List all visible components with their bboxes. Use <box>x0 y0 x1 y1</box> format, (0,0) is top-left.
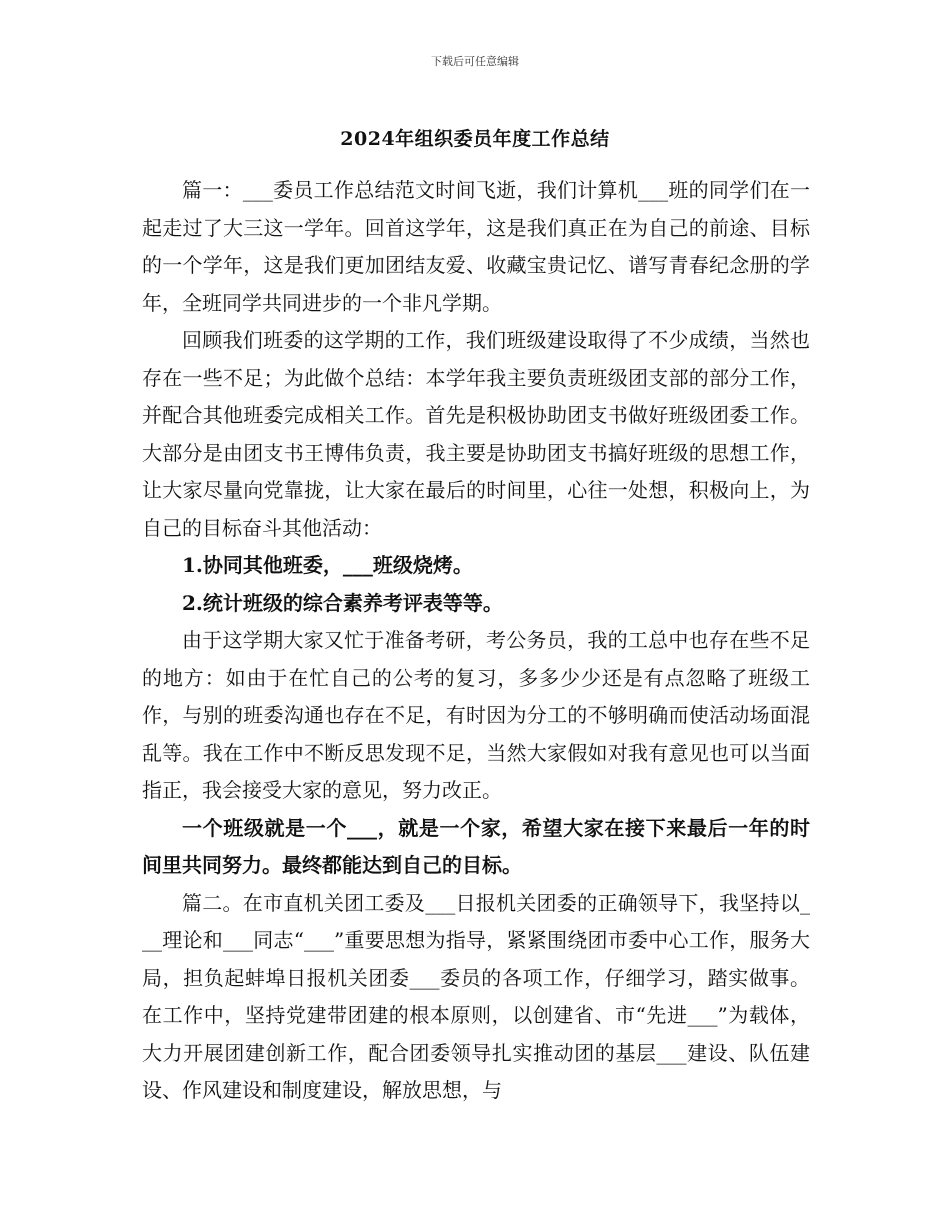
paragraph-emphasis: 一个班级就是一个___，就是一个家，希望大家在接下来最后一年的时间里共同努力。最终都能达到自己的目标。 <box>142 815 810 877</box>
list-item: 2.统计班级的综合素养考评表等等。 <box>182 590 503 615</box>
paragraph: 篇二。在市直机关团工委及___日报机关团委的正确领导下，我坚持以___理论和___同志“___”重要思想为指导，紧紧围绕团市委中心工作，服务大局，担负起蚌埠日报机关团委___委员的各项工作，仔细学习，踏实做事。在工作中，坚持党建带团建的根本原则，以创建省、市“先进___”为载体，大力开展团建创新工作，配合团委领导扎实推动团的基层___建设、队伍建设、作风建设和制度建设，解放思想，与 <box>142 890 810 1102</box>
paragraph: 由于这学期大家又忙于准备考研，考公务员，我的工总中也存在些不足的地方：如由于在忙自己的公考的复习，多多少少还是有点忽略了班级工作，与别的班委沟通也存在不足，有时因为分工的不够明确而使活动场面混乱等。我在工作中不断反思发现不足，当然大家假如对我有意见也可以当面指正，我会接受大家的意见，努力改正。 <box>142 628 810 802</box>
document-title: 2024年组织委员年度工作总结 <box>340 128 610 150</box>
document-body <box>142 172 810 1110</box>
list-item: 1.协同其他班委，___班级烧烤。 <box>182 553 473 577</box>
page-header: 下载后可任意编辑 <box>431 55 519 68</box>
paragraph: 篇一：___委员工作总结范文时间飞逝，我们计算机___班的同学们在一起走过了大三这一学年。回首这学年，这是我们真正在为自己的前途、目标的一个学年，这是我们更加团结友爱、收藏宝贵记忆、谱写青春纪念册的学年，全班同学共同进步的一个非凡学期。 <box>142 178 810 315</box>
paragraph: 回顾我们班委的这学期的工作，我们班级建设取得了不少成绩，当然也存在一些不足；为此做个总结：本学年我主要负责班级团支部的部分工作，并配合其他班委完成相关工作。首先是积极协助团支书做好班级团委工作。大部分是由团支书王博伟负责，我主要是协助团支书搞好班级的思想工作，让大家尽量向党靠拢，让大家在最后的时间里，心往一处想，积极向上，为自己的目标奋斗其他活动： <box>142 328 810 540</box>
